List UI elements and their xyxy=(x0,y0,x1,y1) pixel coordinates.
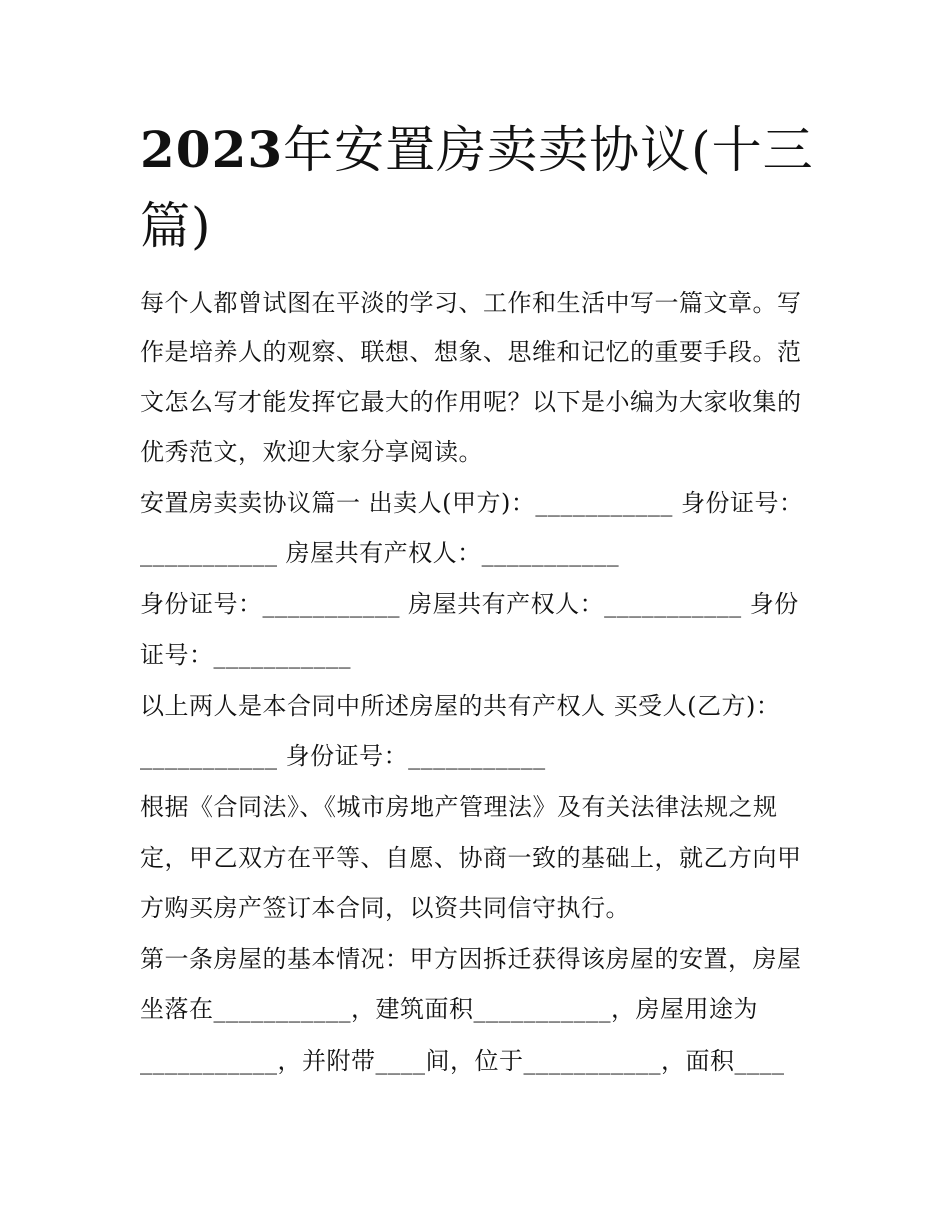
intro-line-4: 优秀范文，欢迎大家分享阅读。 xyxy=(140,438,483,466)
buyer-line-1: 以上两人是本合同中所述房屋的共有产权人 买受人(乙方)： xyxy=(140,692,781,720)
intro-line-1: 每个人都曾试图在平淡的学习、工作和生活中写一篇文章。写 xyxy=(140,289,802,317)
article-one-line-3: ___________，并附带____间，位于___________，面积____ xyxy=(140,1047,785,1075)
seller-line-1: 安置房卖卖协议篇一 出卖人(甲方)：___________ 身份证号： xyxy=(140,489,804,517)
intro-line-2: 作是培养人的观察、联想、想象、思维和记忆的重要手段。范 xyxy=(140,338,802,366)
coowner-line-1: 身份证号：___________ 房屋共有产权人：___________ 身份 xyxy=(140,590,799,618)
article-one-line-2: 坐落在___________，建筑面积___________，房屋用途为 xyxy=(140,995,758,1023)
buyer-line-2: ___________ 身份证号：___________ xyxy=(140,742,546,770)
coowner-line-2: 证号：___________ xyxy=(140,641,351,669)
article-one-line-1: 第一条房屋的基本情况：甲方因拆迁获得该房屋的安置，房屋 xyxy=(140,945,802,973)
basis-line-2: 定，甲乙双方在平等、自愿、协商一致的基础上，就乙方向甲 xyxy=(140,844,802,872)
title-year: 2023 xyxy=(140,120,284,179)
title-text: 年安置房卖卖协议(十三篇) xyxy=(140,121,814,255)
document-title xyxy=(140,112,820,264)
basis-line-3: 方购买房产签订本合同，以资共同信守执行。 xyxy=(140,894,630,922)
seller-line-2: ___________ 房屋共有产权人：___________ xyxy=(140,539,620,567)
intro-line-3: 文怎么写才能发挥它最大的作用呢？以下是小编为大家收集的 xyxy=(140,388,802,416)
basis-line-1: 根据《合同法》、《城市房地产管理法》及有关法律法规之规 xyxy=(140,793,778,821)
